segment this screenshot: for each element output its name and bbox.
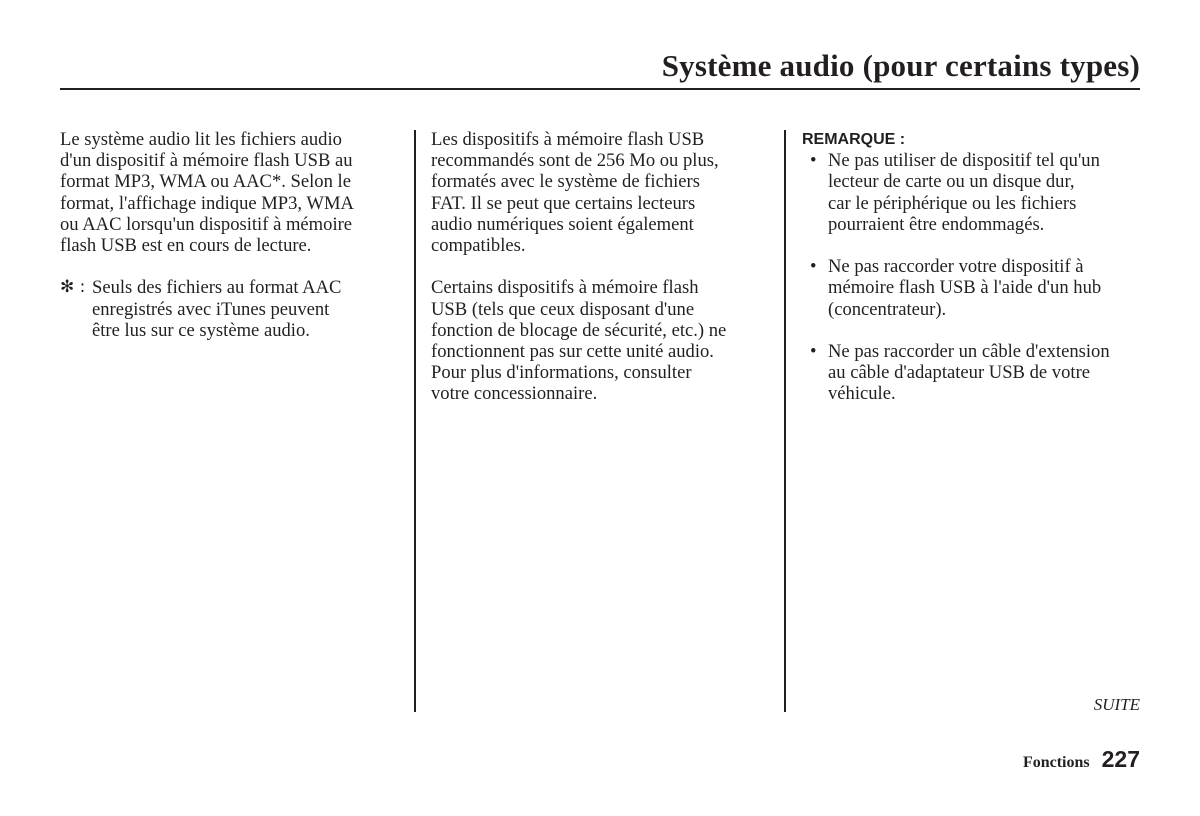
column-divider [784, 130, 786, 712]
text-line: pourraient être endommagés. [828, 213, 1045, 235]
text-line: formatés avec le système de fichiers [431, 171, 700, 193]
text-line: fonction de blocage de sécurité, etc.) ne [431, 319, 727, 341]
header-rule [60, 88, 1140, 90]
text-line: format, l'affichage indique MP3, WMA [60, 192, 354, 214]
text-line: lecteur de carte ou un disque dur, [828, 171, 1075, 193]
text-line: Le système audio lit les fichiers audio [60, 129, 342, 150]
text-line: audio numériques soient également [431, 213, 694, 235]
text-line: USB (tels que ceux disposant d'une [431, 298, 695, 320]
text-line: FAT. Il se peut que certains lecteurs [431, 192, 696, 214]
asterisk-footnote-marker: ✻ : [60, 277, 86, 298]
text-line: car le périphérique ou les fichiers [828, 192, 1077, 214]
continued-label: SUITE [1093, 695, 1140, 714]
text-line: recommandés sont de 256 Mo ou plus, [431, 150, 719, 172]
text-line: Ne pas raccorder un câble d'extension [828, 340, 1110, 362]
note-bullet-list [802, 150, 1142, 404]
text-line: mémoire flash USB à l'aide d'un hub [828, 277, 1102, 299]
usb-compatibility-paragraph [431, 277, 776, 404]
text-line: Pour plus d'informations, consulter [431, 362, 692, 384]
section-name: Fonctions [1022, 754, 1090, 771]
text-line: (concentrateur). [828, 298, 947, 320]
bullet-text [828, 150, 1142, 235]
text-line: véhicule. [828, 383, 896, 405]
text-line: fonctionnent pas sur cette unité audio. [431, 340, 714, 362]
bullet-text [828, 256, 1142, 320]
text-line: Les dispositifs à mémoire flash USB [431, 129, 705, 150]
text-line: être lus sur ce système audio. [92, 319, 310, 341]
column-2 [431, 129, 776, 404]
note-bullet-item [802, 341, 1142, 405]
text-line: Ne pas raccorder votre dispositif à [828, 256, 1084, 278]
footnote-text [92, 277, 410, 341]
page-number: 227 [1101, 746, 1140, 772]
text-line: format MP3, WMA ou AAC*. Selon le [60, 171, 351, 193]
text-line: Seuls des fichiers au format AAC [92, 277, 342, 299]
bullet-text [828, 341, 1142, 405]
note-bullet-item [802, 150, 1142, 235]
page-footer [1023, 746, 1140, 773]
text-line: enregistrés avec iTunes peuvent [92, 298, 330, 320]
text-line: d'un dispositif à mémoire flash USB au [60, 150, 353, 172]
text-line: Certains dispositifs à mémoire flash [431, 277, 699, 299]
text-line: compatibles. [431, 234, 526, 256]
bullet-icon: • [810, 150, 817, 172]
usb-recommendation-paragraph [431, 129, 776, 256]
note-bullet-item [802, 256, 1142, 320]
bullet-icon: • [810, 256, 817, 278]
bullet-icon: • [810, 340, 817, 362]
column-divider [414, 130, 416, 712]
column-1 [60, 129, 410, 341]
column-3 [802, 129, 1142, 404]
text-line: votre concessionnaire. [431, 383, 598, 405]
footnote [60, 277, 410, 341]
note-heading: REMARQUE : [802, 131, 906, 148]
text-line: ou AAC lorsqu'un dispositif à mémoire [60, 213, 353, 235]
text-line: Ne pas utiliser de dispositif tel qu'un [828, 150, 1100, 172]
intro-paragraph [60, 129, 410, 256]
text-line: flash USB est en cours de lecture. [60, 234, 312, 256]
page-title: Système audio (pour certains types) [661, 48, 1140, 83]
text-line: au câble d'adaptateur USB de votre [828, 362, 1091, 384]
